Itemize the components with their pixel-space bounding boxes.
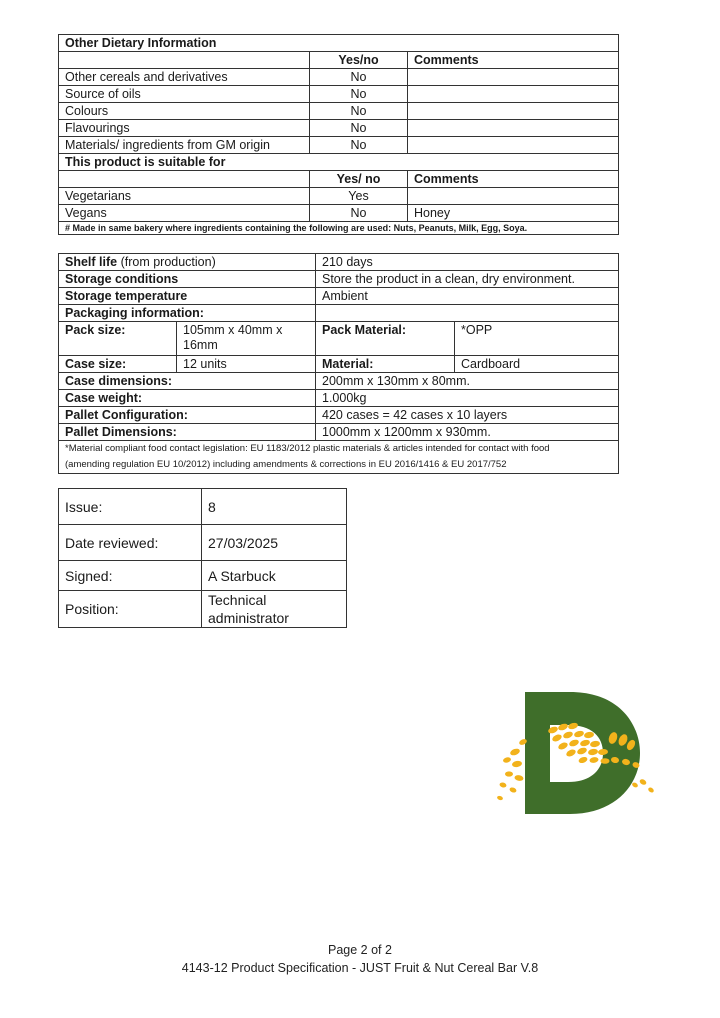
pack-material-value: *OPP xyxy=(455,322,619,356)
d-logo-icon xyxy=(495,690,660,820)
table-row xyxy=(59,103,619,120)
document-title: 4143-12 Product Specification - JUST Fruit & Nut Cereal Bar V.8 xyxy=(181,961,539,975)
row-value: No xyxy=(310,120,408,137)
pallet-config-value: 420 cases = 42 cases x 10 layers xyxy=(316,407,619,424)
shelf-life-label xyxy=(59,254,316,271)
col-yesno: Yes/no xyxy=(310,52,408,69)
material-note-line2: (amending regulation EU 10/2012) including amendments & corrections in EU 2016/1416 & EU 2017/752 xyxy=(65,459,507,470)
row-comment xyxy=(408,69,619,86)
material-note-line1: *Material compliant food contact legislation: EU 1183/2012 plastic materials & articles intended for contact with food xyxy=(65,443,550,454)
packaging-table xyxy=(58,253,619,474)
issue-label: Issue: xyxy=(59,489,202,525)
row-comment xyxy=(408,120,619,137)
pallet-config-label: Pallet Configuration: xyxy=(59,407,316,424)
shelf-life-label-bold: Shelf life xyxy=(65,254,118,269)
table-row xyxy=(59,86,619,103)
table-row xyxy=(59,69,619,86)
signed-label: Signed: xyxy=(59,561,202,591)
allergen-note: # Made in same bakery where ingredients containing the following are used: Nuts, Peanuts, Milk, Egg, Soya. xyxy=(59,222,619,235)
storage-conditions-label: Storage conditions xyxy=(59,271,316,288)
row-label: Source of oils xyxy=(59,86,310,103)
table-row xyxy=(59,188,619,205)
shelf-life-label-rest: (from production) xyxy=(117,254,216,269)
material-value: Cardboard xyxy=(455,356,619,373)
date-reviewed-value: 27/03/2025 xyxy=(202,525,347,561)
row-comment xyxy=(408,86,619,103)
row-comment xyxy=(408,188,619,205)
storage-conditions-value: Store the product in a clean, dry environment. xyxy=(316,271,619,288)
row-value: No xyxy=(310,205,408,222)
case-dimensions-value: 200mm x 130mm x 80mm. xyxy=(316,373,619,390)
case-size-label: Case size: xyxy=(59,356,177,373)
dietary-info-table xyxy=(58,34,619,235)
blank-cell xyxy=(59,52,310,69)
storage-temperature-value: Ambient xyxy=(316,288,619,305)
issue-value: 8 xyxy=(202,489,347,525)
suitable-title: This product is suitable for xyxy=(59,154,619,171)
pack-material-label: Pack Material: xyxy=(316,322,455,356)
row-value: Yes xyxy=(310,188,408,205)
table-row xyxy=(59,120,619,137)
position-value: Technical administrator xyxy=(202,591,347,628)
case-weight-value: 1.000kg xyxy=(316,390,619,407)
material-label: Material: xyxy=(316,356,455,373)
case-dimensions-label: Case dimensions: xyxy=(59,373,316,390)
shelf-life-value: 210 days xyxy=(316,254,619,271)
storage-temperature-label: Storage temperature xyxy=(59,288,316,305)
material-note xyxy=(59,441,619,474)
date-reviewed-label: Date reviewed: xyxy=(59,525,202,561)
issue-table xyxy=(58,488,347,628)
case-weight-label: Case weight: xyxy=(59,390,316,407)
row-comment xyxy=(408,137,619,154)
pack-size-value: 105mm x 40mm x 16mm xyxy=(177,322,316,356)
row-value: No xyxy=(310,86,408,103)
col-yesno: Yes/ no xyxy=(310,171,408,188)
col-comments: Comments xyxy=(408,52,619,69)
case-size-value: 12 units xyxy=(177,356,316,373)
row-value: No xyxy=(310,137,408,154)
pallet-dimensions-label: Pallet Dimensions: xyxy=(59,424,316,441)
pack-size-label: Pack size: xyxy=(59,322,177,356)
row-label: Materials/ ingredients from GM origin xyxy=(59,137,310,154)
row-comment xyxy=(408,103,619,120)
row-value: No xyxy=(310,103,408,120)
col-comments: Comments xyxy=(408,171,619,188)
row-label: Vegetarians xyxy=(59,188,310,205)
signed-value: A Starbuck xyxy=(202,561,347,591)
page-number: Page 2 of 2 xyxy=(328,943,392,957)
row-comment: Honey xyxy=(408,205,619,222)
packaging-info-label: Packaging information: xyxy=(59,305,316,322)
row-value: No xyxy=(310,69,408,86)
row-label: Flavourings xyxy=(59,120,310,137)
table-row xyxy=(59,205,619,222)
row-label: Colours xyxy=(59,103,310,120)
dietary-title: Other Dietary Information xyxy=(59,35,619,52)
table-row xyxy=(59,137,619,154)
blank-cell xyxy=(59,171,310,188)
position-label: Position: xyxy=(59,591,202,628)
pallet-dimensions-value: 1000mm x 1200mm x 930mm. xyxy=(316,424,619,441)
row-label: Other cereals and derivatives xyxy=(59,69,310,86)
blank-cell xyxy=(316,305,619,322)
row-label: Vegans xyxy=(59,205,310,222)
